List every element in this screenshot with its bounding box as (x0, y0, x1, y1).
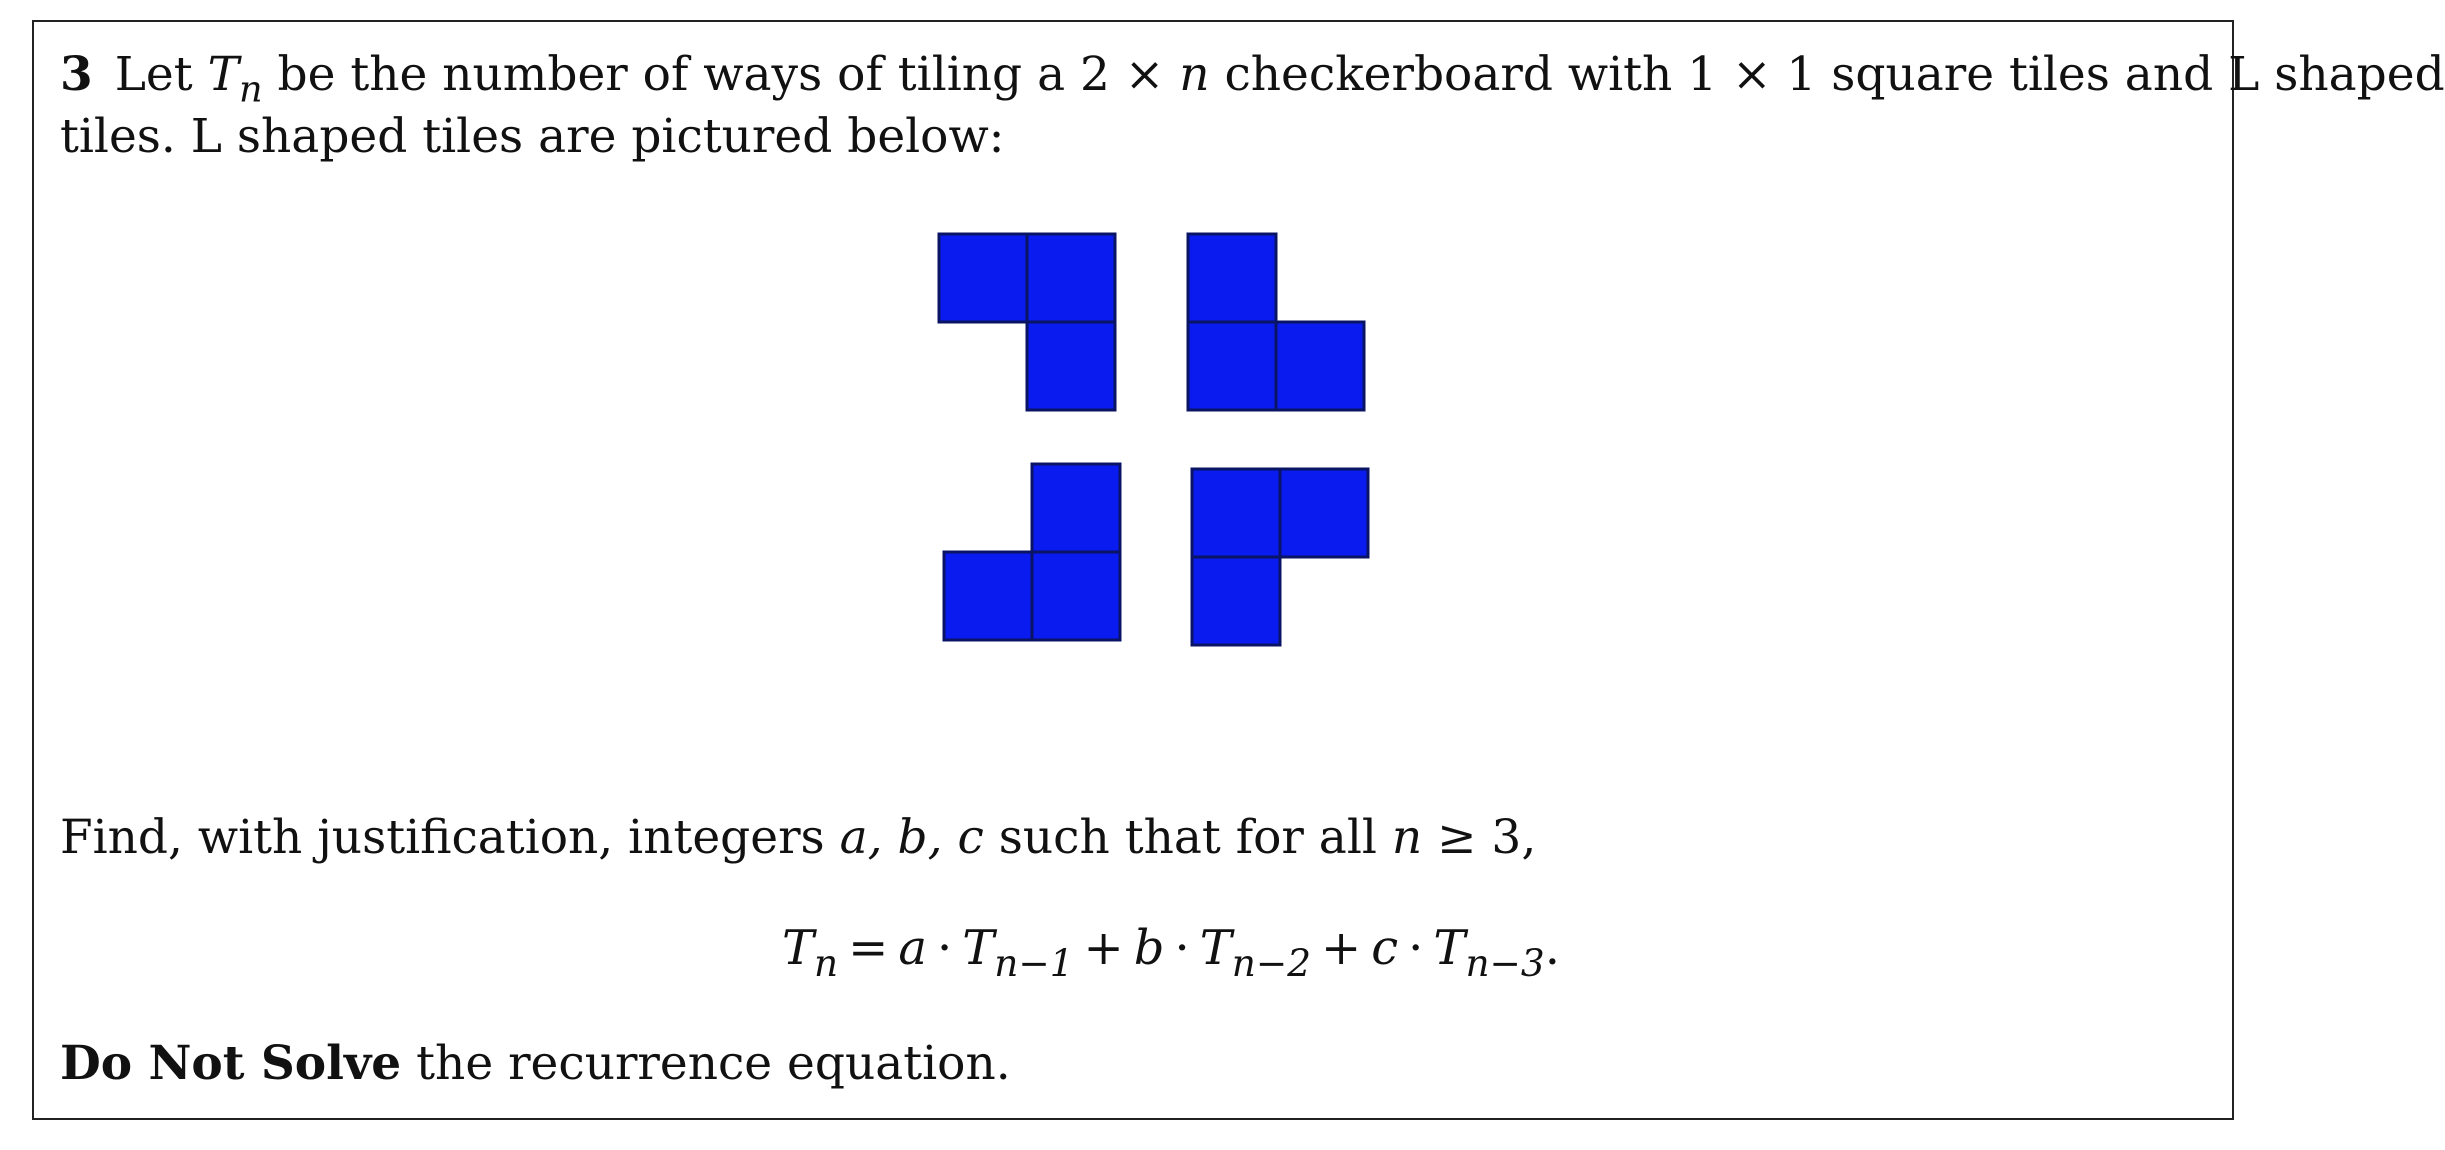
eq-b: b (1133, 920, 1165, 976)
do-not-solve-bold: Do Not Solve (60, 1036, 402, 1091)
var-T: T (207, 47, 239, 102)
eq-plus: + (1321, 920, 1362, 976)
tile-cell (1027, 234, 1115, 322)
tile-cell (1032, 552, 1120, 640)
eq-T: T (1199, 920, 1232, 976)
ge-3: ≥ 3, (1437, 810, 1537, 865)
eq-dot: · (1174, 920, 1190, 976)
tile-cell (1188, 234, 1276, 322)
eq-equals: = (848, 920, 889, 976)
times-symbol: × (1124, 47, 1165, 102)
eq-dot: · (1408, 920, 1424, 976)
intro-text-c: 1 square tiles and L shaped (1786, 47, 2445, 102)
closing-rest: the recurrence equation. (416, 1036, 1011, 1091)
problem-statement-line-2: tiles. L shaped tiles are pictured below: (60, 109, 1005, 164)
tile-cell (1027, 322, 1115, 410)
eq-a: a (898, 920, 927, 976)
eq-sub-n-1: n−1 (994, 940, 1074, 985)
l-tile-bottom-right (1192, 469, 1368, 645)
eq-period: . (1544, 920, 1560, 976)
eq-dot: · (936, 920, 953, 976)
tile-cell (939, 234, 1027, 322)
intro-text-a: be the number of ways of tiling a 2 (277, 47, 1110, 102)
var-n: n (1391, 810, 1423, 865)
vars-abc: a, b, c (839, 810, 984, 865)
tile-cell (1280, 469, 1368, 557)
tile-cell (944, 552, 1032, 640)
intro-let: Let (114, 47, 193, 102)
problem-number: 3 (60, 47, 93, 102)
tile-cell (1192, 557, 1280, 645)
var-n: n (1179, 47, 1210, 102)
eq-plus: + (1083, 920, 1124, 976)
eq-T: T (1433, 920, 1466, 976)
eq-T: T (782, 920, 815, 976)
l-tile-top-left (939, 234, 1115, 410)
find-text-b: such that for all (998, 810, 1377, 865)
eq-T: T (962, 920, 995, 976)
eq-c: c (1371, 920, 1399, 976)
eq-sub-n-2: n−2 (1231, 940, 1312, 985)
tile-cell (1276, 322, 1364, 410)
intro-text-b: checkerboard with 1 (1224, 47, 1718, 102)
tile-cell (1032, 464, 1120, 552)
eq-sub-n-3: n−3 (1465, 940, 1545, 985)
l-tile-top-right (1188, 234, 1364, 410)
find-text-a: Find, with justification, integers (60, 810, 825, 865)
l-tile-bottom-left (944, 464, 1120, 640)
times-symbol: × (1732, 47, 1772, 102)
eq-sub-n: n (814, 940, 839, 985)
tile-cell (1192, 469, 1280, 557)
tile-cell (1188, 322, 1276, 410)
var-n-subscript: n (238, 67, 263, 111)
